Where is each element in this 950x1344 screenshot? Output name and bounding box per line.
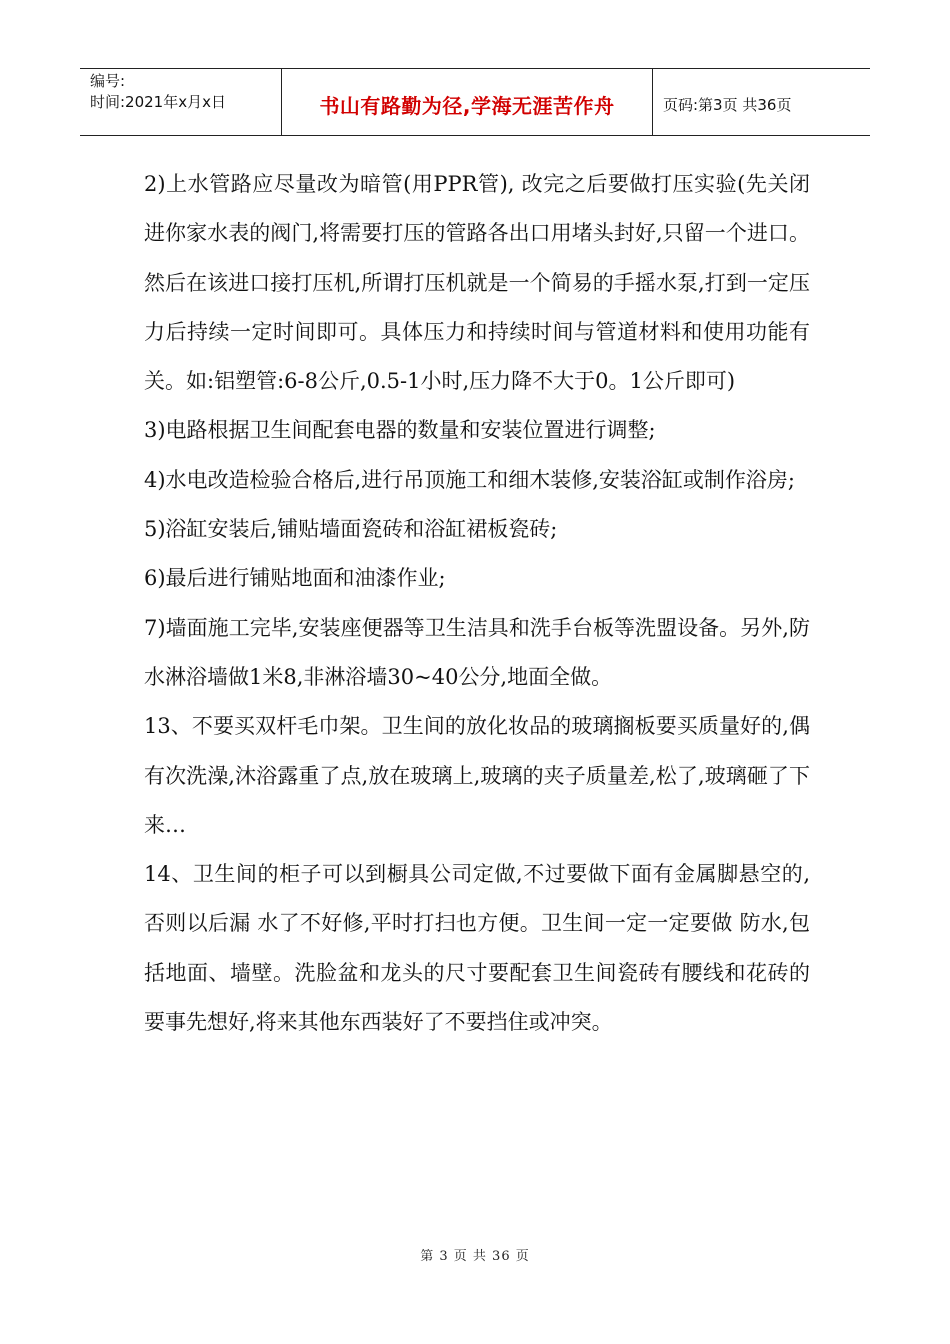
header-motto: 书山有路勤为径,学海无涯苦作舟 [319, 93, 615, 118]
header-left-cell [80, 69, 282, 135]
page-footer [0, 1245, 950, 1264]
header-page-cell [653, 69, 870, 135]
paragraph: 6)最后进行铺贴地面和油漆作业; [144, 566, 446, 591]
document-header [80, 68, 870, 136]
paragraph: 2)上水管路应尽量改为暗管(用PPR管), 改完之后要做打压实验(先关闭进你家水表的阀门,将需要打压的管路各出口用堵头封好,只留一个进口。然后在该进口接打压机,所谓打压机就是一个简易的手摇水泵,打到一定压力后持续一定时间即可。具体压力和持续时间与管道材料和使用功能有关。如:铝塑管:6-8公斤,0.5-1小时,压力降不大于0。1公斤即可) [144, 172, 810, 394]
paragraph: 3)电路根据卫生间配套电器的数量和安装位置进行调整; [144, 418, 656, 443]
document-body [144, 160, 810, 1047]
paragraph: 13、不要买双杆毛巾架。卫生间的放化妆品的玻璃搁板要买质量好的,偶有次洗澡,沐浴露重了点,放在玻璃上,玻璃的夹子质量差,松了,玻璃砸了下来… [144, 714, 810, 837]
document-date: 时间:2021年x月x日 [90, 93, 226, 111]
paragraph: 5)浴缸安装后,铺贴墙面瓷砖和浴缸裙板瓷砖; [144, 517, 558, 542]
document-number-label: 编号: [90, 72, 126, 90]
paragraph: 14、卫生间的柜子可以到橱具公司定做,不过要做下面有金属脚悬空的,否则以后漏 水了不好修,平时打扫也方便。卫生间一定一定要做 防水,包括地面、墙壁。洗脸盆和龙头的尺寸要配套卫生间瓷砖有腰线和花砖的要事先想好,将来其他东西装好了不要挡住或冲突。 [144, 862, 810, 1035]
footer-page-number: 第 3 页 共 36 页 [420, 1249, 530, 1264]
paragraph: 7)墙面施工完毕,安装座便器等卫生洁具和洗手台板等洗盟设备。另外,防水淋浴墙做1米8,非淋浴墙30~40公分,地面全做。 [144, 615, 810, 689]
header-motto-cell [282, 69, 653, 135]
header-page-info: 页码:第3页 共36页 [663, 95, 792, 114]
paragraph: 4)水电改造检验合格后,进行吊顶施工和细木装修,安装浴缸或制作浴房; [144, 467, 795, 492]
